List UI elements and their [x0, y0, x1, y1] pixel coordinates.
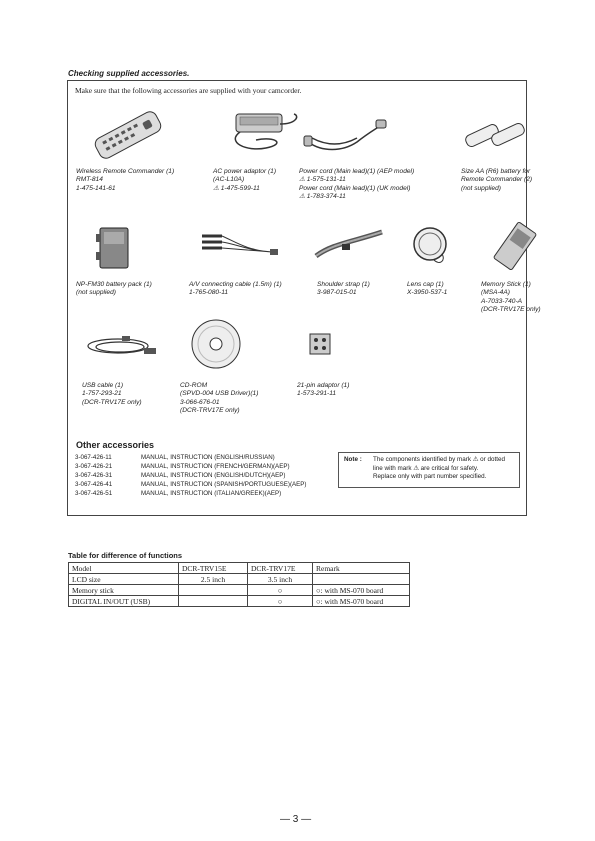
other-accessories-heading: Other accessories	[76, 440, 155, 450]
table-cell: DIGITAL IN/OUT (USB)	[69, 596, 179, 607]
caption-power-cord: Power cord (Main lead)(1) (AEP model) ⚠ 1-575-131-11 Power cord (Main lead)(1) (UK model) ⚠ 1-783-374-11	[299, 168, 415, 201]
list-item: 3-067-426-41 MANUAL, INSTRUCTION (SPANISH/PORTUGUESE)(AEP)	[75, 481, 307, 488]
intro-text: Make sure that the following accessories are supplied with your camcorder.	[75, 86, 302, 95]
caption-pin-adaptor: 21-pin adaptor (1) 1-573-291-11	[297, 382, 350, 398]
list-item: 3-067-426-11 MANUAL, INSTRUCTION (ENGLISH/RUSSIAN)	[75, 454, 275, 461]
shoulder-strap-icon	[312, 226, 388, 266]
table-cell: ○	[248, 596, 313, 607]
aa-battery-icon	[460, 114, 530, 156]
caption-battery-pack: NP-FM30 battery pack (1) (not supplied)	[76, 281, 152, 297]
usb-cable-icon	[78, 332, 158, 362]
column-header: DCR-TRV15E	[179, 563, 248, 574]
table-row	[69, 596, 410, 607]
caption-aa-battery: Size AA (R6) battery for Remote Commander (2) (not supplied)	[461, 168, 533, 192]
remote-control-icon	[88, 110, 168, 160]
column-header: DCR-TRV17E	[248, 563, 313, 574]
table-cell: ○	[248, 585, 313, 596]
caption-cd-rom: CD-ROM (SPVD-004 USB Driver)(1) 3-066-676-01 (DCR-TRV17E only)	[180, 382, 259, 415]
table-cell: LCD size	[69, 574, 179, 585]
table-cell: ○: with MS-070 board	[313, 596, 410, 607]
caption-av-cable: A/V connecting cable (1.5m) (1) 1-765-080-11	[189, 281, 282, 297]
table-cell: ○: with MS-070 board	[313, 585, 410, 596]
caption-usb-cable: USB cable (1) 1-757-293-21 (DCR-TRV17E only)	[82, 382, 142, 406]
table-cell: 3.5 inch	[248, 574, 313, 585]
av-cable-icon	[196, 228, 282, 264]
table-cell: 2.5 inch	[179, 574, 248, 585]
memory-stick-icon	[488, 220, 542, 272]
safety-note	[338, 452, 520, 488]
other-accessories-list	[75, 453, 306, 498]
table-row	[69, 574, 410, 585]
caption-remote-commander: Wireless Remote Commander (1) RMT-814 1-475-141-61	[76, 168, 175, 192]
column-header: Model	[69, 563, 179, 574]
function-difference-table	[68, 562, 410, 607]
ac-adaptor-icon	[226, 108, 304, 158]
power-cord-icon	[302, 112, 390, 160]
table-cell	[179, 596, 248, 607]
caption-shoulder-strap: Shoulder strap (1) 3-987-015-01	[317, 281, 370, 297]
caption-ac-adaptor: AC power adaptor (1) (AC-L10A) ⚠ 1-475-599-11	[213, 168, 277, 192]
note-text: The components identified by mark ⚠ or dotted line with mark ⚠ are critical for safety. Replace only with part number specified.	[373, 456, 506, 480]
table-header-row	[69, 563, 410, 574]
table-cell	[313, 574, 410, 585]
lens-cap-icon	[410, 220, 450, 270]
battery-pack-icon	[92, 222, 140, 272]
note-label: Note :	[344, 456, 362, 463]
column-header: Remark	[313, 563, 410, 574]
caption-lens-cap: Lens cap (1) X-3950-537-1	[407, 281, 448, 297]
list-item: 3-067-426-31 MANUAL, INSTRUCTION (ENGLISH/DUTCH)(AEP)	[75, 472, 286, 479]
caption-memory-stick: Memory Stick (1) (MSA-4A) A-7033-740-A (DCR-TRV17E only)	[481, 281, 541, 314]
pin-adaptor-icon	[306, 330, 334, 358]
table-row	[69, 585, 410, 596]
table-cell: Memory stick	[69, 585, 179, 596]
list-item: 3-067-426-51 MANUAL, INSTRUCTION (ITALIAN/GREEK)(AEP)	[75, 490, 282, 497]
cd-rom-icon	[190, 318, 242, 370]
page-number: — 3 —	[280, 814, 312, 825]
table-heading: Table for difference of functions	[68, 551, 183, 560]
section-title: Checking supplied accessories.	[68, 69, 190, 78]
table-cell	[179, 585, 248, 596]
list-item: 3-067-426-21 MANUAL, INSTRUCTION (FRENCH/GERMAN)(AEP)	[75, 463, 290, 470]
